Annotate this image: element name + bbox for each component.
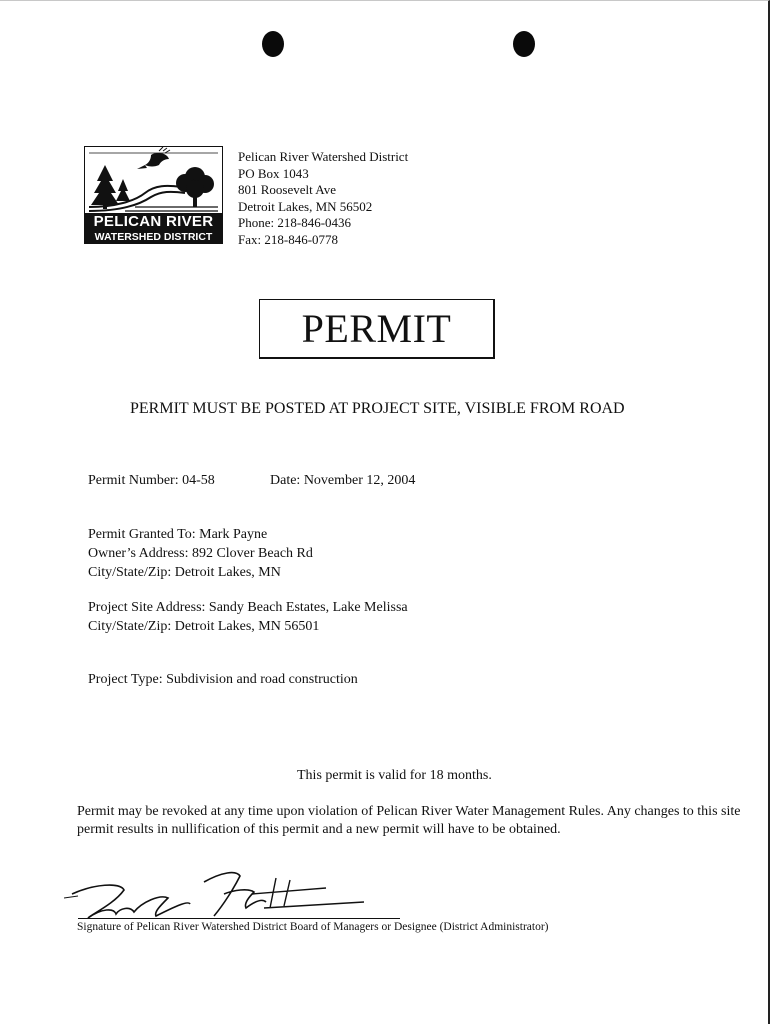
permit-granted-to: Permit Granted To: Mark Payne [88, 527, 268, 542]
pelican-river-logo [84, 146, 223, 244]
street-address: 801 Roosevelt Ave [238, 182, 336, 197]
signature-caption: Signature of Pelican River Watershed District Board of Managers or Designee (District Administrator) [77, 921, 549, 933]
fax-number: Fax: 218-846-0778 [238, 231, 339, 247]
revocation-notice: Permit may be revoked at any time upon violation of Pelican River Water Management Rules. Any changes to this site permit results in nullification of this permit and a new permit will have to be obtained. [77, 804, 741, 837]
punch-hole-right [513, 31, 535, 57]
handwritten-signature [64, 868, 364, 920]
owner-address: Owner’s Address: 892 Clover Beach Rd [88, 546, 313, 561]
owner-city-state-zip: City/State/Zip: Detroit Lakes, MN [88, 565, 281, 580]
logo-landscape-icon [85, 147, 222, 213]
logo-line-1: PELICAN RIVER [85, 213, 222, 230]
punch-hole-left [262, 31, 284, 57]
permit-date: Date: November 12, 2004 [270, 473, 416, 488]
district-address-block [238, 149, 408, 248]
district-name: Pelican River Watershed District [238, 149, 409, 164]
po-box: PO Box 1043 [238, 165, 309, 181]
posting-notice: PERMIT MUST BE POSTED AT PROJECT SITE, VISIBLE FROM ROAD [130, 400, 625, 417]
phone-number: Phone: 218-846-0436 [238, 215, 352, 230]
logo-line-2: WATERSHED DISTRICT [85, 230, 222, 244]
permit-title: PERMIT [259, 299, 495, 359]
city-state-zip: Detroit Lakes, MN 56502 [238, 198, 373, 214]
project-site-city-state-zip: City/State/Zip: Detroit Lakes, MN 56501 [88, 619, 320, 634]
signature-line [78, 918, 400, 919]
permit-validity: This permit is valid for 18 months. [297, 768, 492, 783]
project-type: Project Type: Subdivision and road construction [88, 672, 358, 687]
permit-number: Permit Number: 04-58 [88, 473, 215, 488]
project-site-address: Project Site Address: Sandy Beach Estates, Lake Melissa [88, 600, 408, 615]
